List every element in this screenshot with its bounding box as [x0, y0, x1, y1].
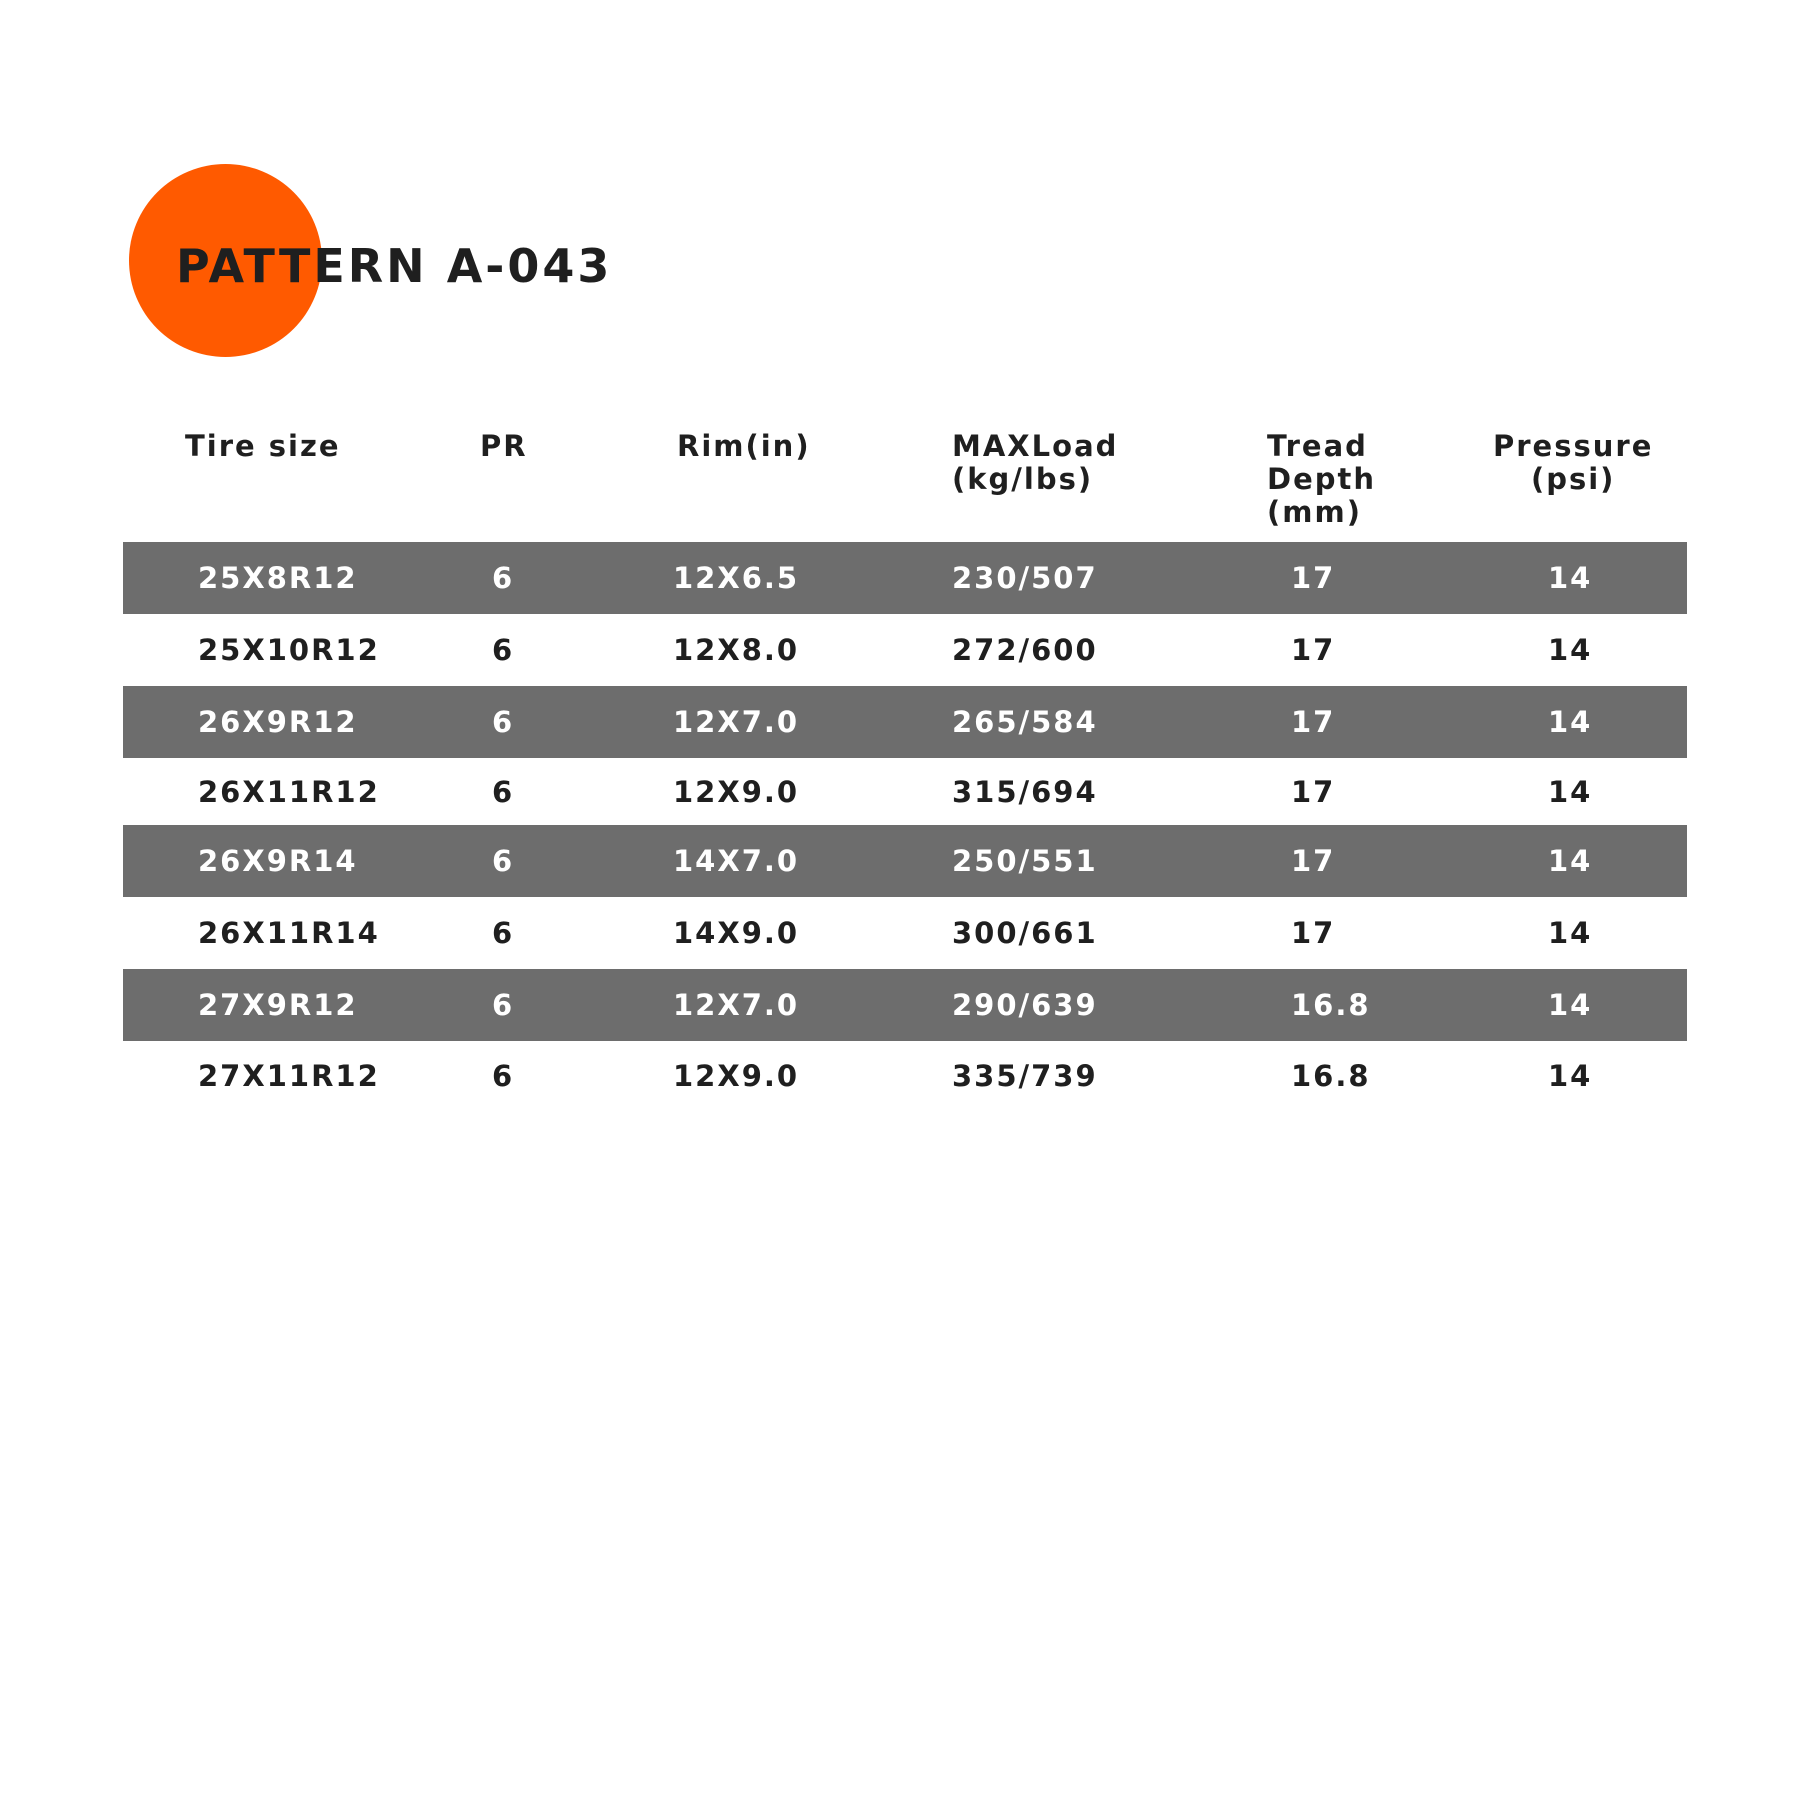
- cell-rim: 14X7.0: [673, 844, 800, 878]
- cell-rim: 12X8.0: [673, 633, 800, 667]
- cell-tread-depth: 17: [1291, 705, 1336, 739]
- cell-max-load: 230/507: [952, 561, 1098, 595]
- cell-pr: 6: [492, 633, 515, 667]
- cell-max-load: 265/584: [952, 705, 1098, 739]
- cell-pressure: 14: [1548, 775, 1593, 809]
- cell-max-load: 290/639: [952, 988, 1098, 1022]
- table-row: [123, 969, 1687, 1041]
- cell-tire-size: 26X9R12: [198, 705, 358, 739]
- cell-pr: 6: [492, 1059, 515, 1093]
- table-row: [123, 1040, 1687, 1112]
- table-row: [123, 614, 1687, 686]
- cell-pr: 6: [492, 705, 515, 739]
- cell-tread-depth: 16.8: [1291, 988, 1371, 1022]
- cell-tire-size: 26X11R14: [198, 916, 380, 950]
- cell-pressure: 14: [1548, 988, 1593, 1022]
- page-title: PATTERN A-043: [176, 239, 613, 293]
- cell-max-load: 272/600: [952, 633, 1098, 667]
- cell-pressure: 14: [1548, 705, 1593, 739]
- header-max-load: MAXLoad (kg/lbs): [952, 429, 1119, 496]
- cell-max-load: 335/739: [952, 1059, 1098, 1093]
- cell-tire-size: 26X9R14: [198, 844, 358, 878]
- cell-tread-depth: 16.8: [1291, 1059, 1371, 1093]
- cell-pr: 6: [492, 844, 515, 878]
- cell-tire-size: 27X9R12: [198, 988, 358, 1022]
- cell-tread-depth: 17: [1291, 916, 1336, 950]
- cell-rim: 12X9.0: [673, 775, 800, 809]
- header-pr: PR: [480, 429, 528, 463]
- cell-pressure: 14: [1548, 633, 1593, 667]
- cell-rim: 14X9.0: [673, 916, 800, 950]
- cell-tire-size: 26X11R12: [198, 775, 380, 809]
- cell-rim: 12X7.0: [673, 705, 800, 739]
- cell-tire-size: 25X10R12: [198, 633, 380, 667]
- table-row: [123, 542, 1687, 614]
- cell-pressure: 14: [1548, 916, 1593, 950]
- header-tread-depth: Tread Depth (mm): [1267, 429, 1377, 529]
- cell-max-load: 300/661: [952, 916, 1098, 950]
- cell-tread-depth: 17: [1291, 561, 1336, 595]
- cell-pr: 6: [492, 988, 515, 1022]
- cell-max-load: 315/694: [952, 775, 1098, 809]
- cell-pr: 6: [492, 916, 515, 950]
- table-header: [0, 430, 1800, 540]
- table-row: [123, 756, 1687, 828]
- table-row: [123, 825, 1687, 897]
- header-pressure: Pressure (psi): [1493, 429, 1654, 496]
- cell-pressure: 14: [1548, 561, 1593, 595]
- header-tire-size: Tire size: [185, 429, 341, 463]
- cell-rim: 12X6.5: [673, 561, 800, 595]
- header-rim: Rim(in): [677, 429, 811, 463]
- cell-pr: 6: [492, 775, 515, 809]
- cell-tread-depth: 17: [1291, 775, 1336, 809]
- table-row: [123, 897, 1687, 969]
- cell-tire-size: 25X8R12: [198, 561, 358, 595]
- cell-pressure: 14: [1548, 844, 1593, 878]
- cell-tread-depth: 17: [1291, 844, 1336, 878]
- cell-tread-depth: 17: [1291, 633, 1336, 667]
- cell-pr: 6: [492, 561, 515, 595]
- cell-rim: 12X9.0: [673, 1059, 800, 1093]
- cell-tire-size: 27X11R12: [198, 1059, 380, 1093]
- cell-pressure: 14: [1548, 1059, 1593, 1093]
- cell-max-load: 250/551: [952, 844, 1098, 878]
- cell-rim: 12X7.0: [673, 988, 800, 1022]
- table-row: [123, 686, 1687, 758]
